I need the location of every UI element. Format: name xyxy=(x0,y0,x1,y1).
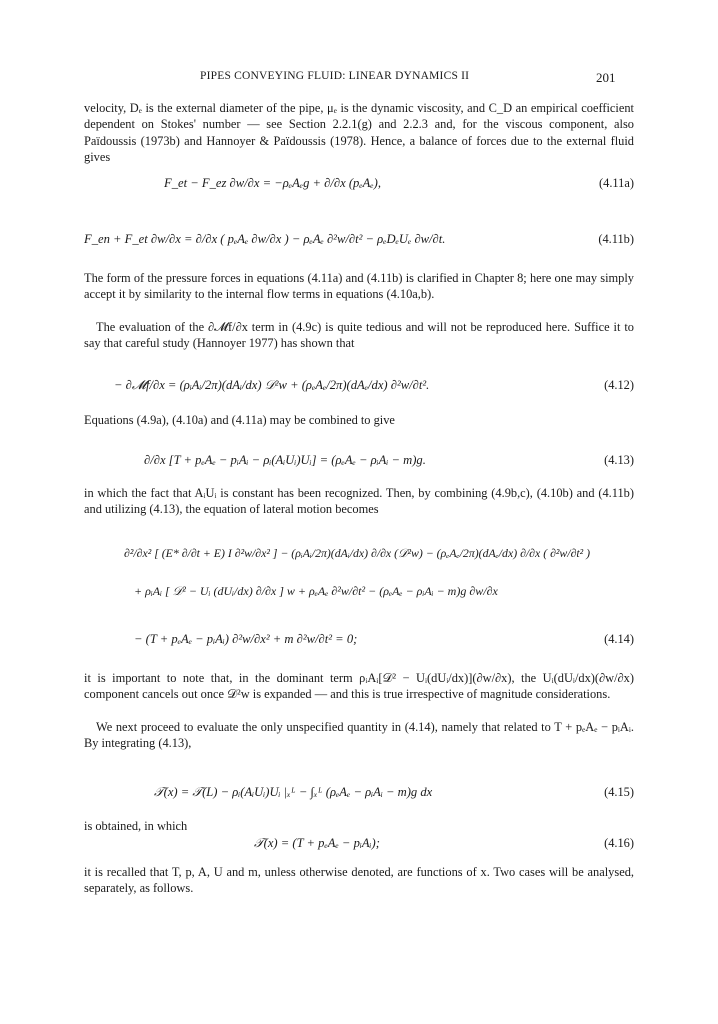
paragraph-evaluation: The evaluation of the ∂𝓜f/∂x term in (4.9c) is quite tedious and will not be reproduced here. Suffice it to say that careful study (Hannoyer 1977) has shown that xyxy=(84,320,634,351)
equation-4-12-number: (4.12) xyxy=(604,378,634,392)
equation-4-11a-body: F_et − F_ez ∂w/∂x = −ρₑAₑg + ∂/∂x (pₑAₑ), xyxy=(164,176,381,190)
equation-4-12-body: − ∂𝓜f/∂x = (ρᵢAᵢ/2π)(dAᵢ/dx) 𝒟²w + (ρₑAₑ/2π)(dAₑ/dx) ∂²w/∂t². xyxy=(114,378,430,392)
equation-4-16-body: 𝒯(x) = (T + pₑAₑ − pᵢAᵢ); xyxy=(254,836,380,850)
equation-4-14-number: (4.14) xyxy=(604,632,634,646)
paragraph-recalled: it is recalled that T, p, A, U and m, unless otherwise denoted, are functions of x. Two cases will be analysed, separately, as follows. xyxy=(84,865,634,896)
paragraph-dominant-term: it is important to note that, in the dominant term ρᵢAᵢ[𝒟² − Uᵢ(dUᵢ/dx)](∂w/∂x), the Uᵢ(dUᵢ/dx)(∂w/∂x) component cancels out once 𝒟²w is expanded — and this is true irrespective of magnitude considerations. xyxy=(84,671,634,702)
equation-4-11a-number: (4.11a) xyxy=(599,176,634,190)
equation-4-11b-body: F_en + F_et ∂w/∂x = ∂/∂x ( pₑAₑ ∂w/∂x ) − ρₑAₑ ∂²w/∂t² − ρₑDₑUₑ ∂w/∂t. xyxy=(84,232,446,246)
equation-4-13-number: (4.13) xyxy=(604,453,634,467)
equation-4-16-number: (4.16) xyxy=(604,836,634,850)
equation-4-15-body: 𝒯(x) = 𝒯(L) − ρᵢ(AᵢUᵢ)Uᵢ |ₓᴸ − ∫ₓᴸ (ρₑAₑ − ρᵢAᵢ − m)g dx xyxy=(154,785,433,799)
equation-4-11b-number: (4.11b) xyxy=(598,232,634,246)
page-number: 201 xyxy=(596,70,616,85)
equation-4-15-number: (4.15) xyxy=(604,785,634,799)
paragraph-evaluate-quantity: We next proceed to evaluate the only unspecified quantity in (4.14), namely that related to T + pₑAₑ − pᵢAᵢ. By integrating (4.13), xyxy=(84,720,634,751)
paragraph-obtained: is obtained, in which xyxy=(84,819,188,833)
equation-4-13-body: ∂/∂x [T + pₑAₑ − pᵢAᵢ − ρᵢ(AᵢUᵢ)Uᵢ] = (ρₑAₑ − ρᵢAᵢ − m)g. xyxy=(144,453,426,467)
equation-4-14-line-3-body: − (T + pₑAₑ − pᵢAᵢ) ∂²w/∂x² + m ∂²w/∂t² = 0; xyxy=(134,632,358,646)
running-title: PIPES CONVEYING FLUID: LINEAR DYNAMICS II xyxy=(200,70,470,82)
paragraph-external-flow: velocity, Dₑ is the external diameter of the pipe, μₑ is the dynamic viscosity, and C_D an empirical coefficient dependent on Stokes' number — see Section 2.2.1(g) and 2.2.3 and, for the viscous component, also Païdoussis (1973b) and Hannoyer & Païdoussis (1978). Hence, a balance of forces due to the external fluid gives xyxy=(84,101,634,165)
paragraph-lateral-motion: in which the fact that AᵢUᵢ is constant has been recognized. Then, by combining (4.9b,c), (4.10b) and (4.11b) and utilizing (4.13), the equation of lateral motion becomes xyxy=(84,486,634,517)
equation-4-14-line-1-body: ∂²/∂x² [ (E* ∂/∂t + E) I ∂²w/∂x² ] − (ρᵢAᵢ/2π)(dAᵢ/dx) ∂/∂x (𝒟²w) − (ρₑAₑ/2π)(dAₑ/dx) ∂/∂x ( ∂²w/∂t² ) xyxy=(124,546,591,560)
paragraph-pressure-forces: The form of the pressure forces in equations (4.11a) and (4.11b) is clarified in Chapter 8; here one may simply accept it by similarity to the internal flow terms in equations (4.10a,b). xyxy=(84,271,634,302)
equation-4-14-line-2-body: + ρᵢAᵢ [ 𝒟² − Uᵢ (dUᵢ/dx) ∂/∂x ] w + ρₑAₑ ∂²w/∂t² − (ρₑAₑ − ρᵢAᵢ − m)g ∂w/∂x xyxy=(134,584,498,598)
running-head xyxy=(0,70,718,86)
paragraph-combine: Equations (4.9a), (4.10a) and (4.11a) may be combined to give xyxy=(84,413,395,427)
